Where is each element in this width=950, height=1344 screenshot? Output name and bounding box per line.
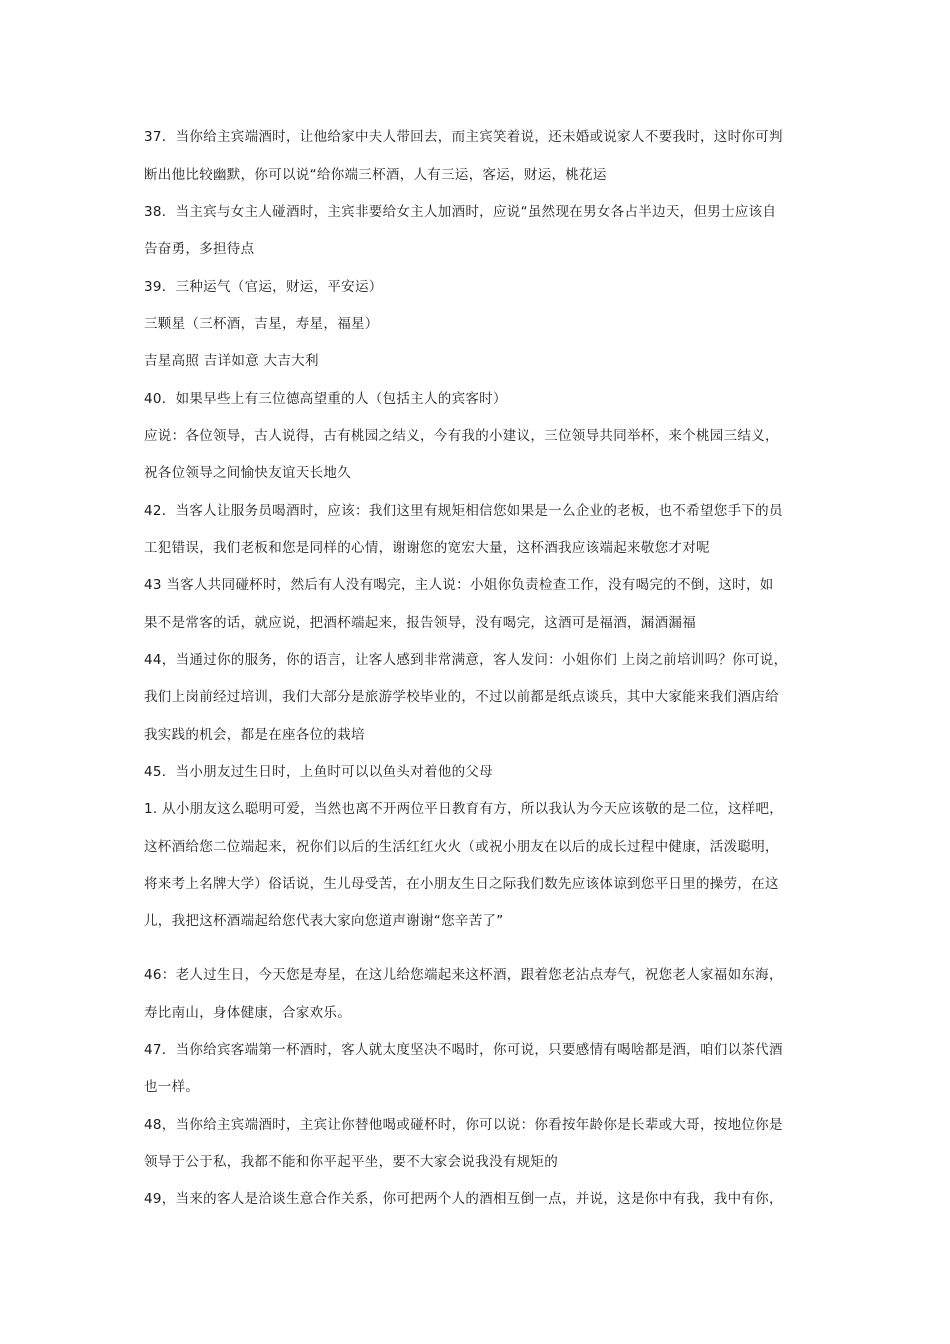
text-line: 也一样。 bbox=[144, 1079, 200, 1095]
text-line: 43 当客人共同碰杯时，然后有人没有喝完，主人说：小姐你负责检查工作，没有喝完的不倒，这时，如 bbox=[144, 577, 774, 593]
text-line: 42．当客人让服务员喝酒时，应该：我们这里有规矩相信您如果是一么企业的老板，也不希望您手下的员 bbox=[144, 503, 783, 519]
text-line: 果不是常客的话，就应说，把酒杯端起来，报告领导，没有喝完，这酒可是福酒，漏酒漏福 bbox=[144, 615, 696, 631]
text-line: 我实践的机会，都是在座各位的栽培 bbox=[144, 727, 365, 743]
text-line: 寿比南山，身体健康，合家欢乐。 bbox=[144, 1005, 351, 1021]
text-line: 48，当你给主宾端酒时，主宾让你替他喝或碰杯时，你可以说：你看按年龄你是长辈或大哥，按地位你是 bbox=[144, 1117, 783, 1133]
text-line: 38．当主宾与女主人碰酒时，主宾非要给女主人加酒时，应说“虽然现在男女各占半边天，但男士应该自 bbox=[144, 204, 777, 220]
text-line: 46：老人过生日，今天您是寿星，在这儿给您端起来这杯酒，跟着您老沾点寿气，祝您老人家福如东海， bbox=[144, 967, 783, 983]
text-line: 我们上岗前经过培训，我们大部分是旅游学校毕业的，不过以前都是纸点谈兵，其中大家能来我们酒店给 bbox=[144, 689, 779, 705]
text-line: 断出他比较幽默，你可以说“给你端三杯酒，人有三运，客运，财运，桃花运 bbox=[144, 167, 607, 183]
text-line: 将来考上名牌大学）俗话说，生儿母受苦，在小朋友生日之际我们数先应该体谅到您平日里的操劳，在这 bbox=[144, 876, 779, 892]
text-line: 49，当来的客人是洽谈生意合作关系，你可把两个人的酒相互倒一点，并说，这是你中有我，我中有你， bbox=[144, 1191, 783, 1207]
text-line: 应说：各位领导，古人说得，古有桃园之结义，今有我的小建议，三位领导共同举杯，来个桃园三结义， bbox=[144, 428, 779, 444]
text-line: 37．当你给主宾端酒时，让他给家中夫人带回去，而主宾笑着说，还未婚或说家人不要我时，这时你可判 bbox=[144, 129, 783, 145]
text-line: 三颗星（三杯酒，吉星，寿星，福星） bbox=[144, 316, 379, 332]
text-line: 这杯酒给您二位端起来，祝你们以后的生活红红火火（或祝小朋友在以后的成长过程中健康，活泼聪明， bbox=[144, 839, 779, 855]
text-line: 45．当小朋友过生日时，上鱼时可以以鱼头对着他的父母 bbox=[144, 764, 493, 780]
text-line: 领导于公于私，我都不能和你平起平坐，要不大家会说我没有规矩的 bbox=[144, 1154, 558, 1170]
text-line: 47．当你给宾客端第一杯酒时，客人就太度坚决不喝时，你可说，只要感情有喝啥都是酒，咱们以茶代酒 bbox=[144, 1042, 783, 1058]
text-line: 39．三种运气（官运，财运，平安运） bbox=[144, 279, 383, 295]
text-line: 工犯错误，我们老板和您是同样的心情，谢谢您的宽宏大量，这杯酒我应该端起来敬您才对呢 bbox=[144, 540, 710, 556]
text-line: 儿，我把这杯酒端起给您代表大家向您道声谢谢“您辛苦了” bbox=[144, 913, 504, 929]
text-line: 1. 从小朋友这么聪明可爱，当然也离不开两位平日教育有方，所以我认为今天应该敬的是二位，这样吧， bbox=[144, 801, 784, 817]
text-line: 告奋勇，多担待点 bbox=[144, 241, 255, 257]
text-line: 吉星高照 吉详如意 大吉大利 bbox=[144, 353, 319, 369]
text-line: 40．如果早些上有三位德高望重的人（包括主人的宾客时） bbox=[144, 391, 507, 407]
text-line: 祝各位领导之间愉快友谊天长地久 bbox=[144, 465, 351, 481]
text-line: 44，当通过你的服务，你的语言，让客人感到非常满意，客人发问：小姐你们 上岗之前培训吗？你可说， bbox=[144, 652, 788, 668]
